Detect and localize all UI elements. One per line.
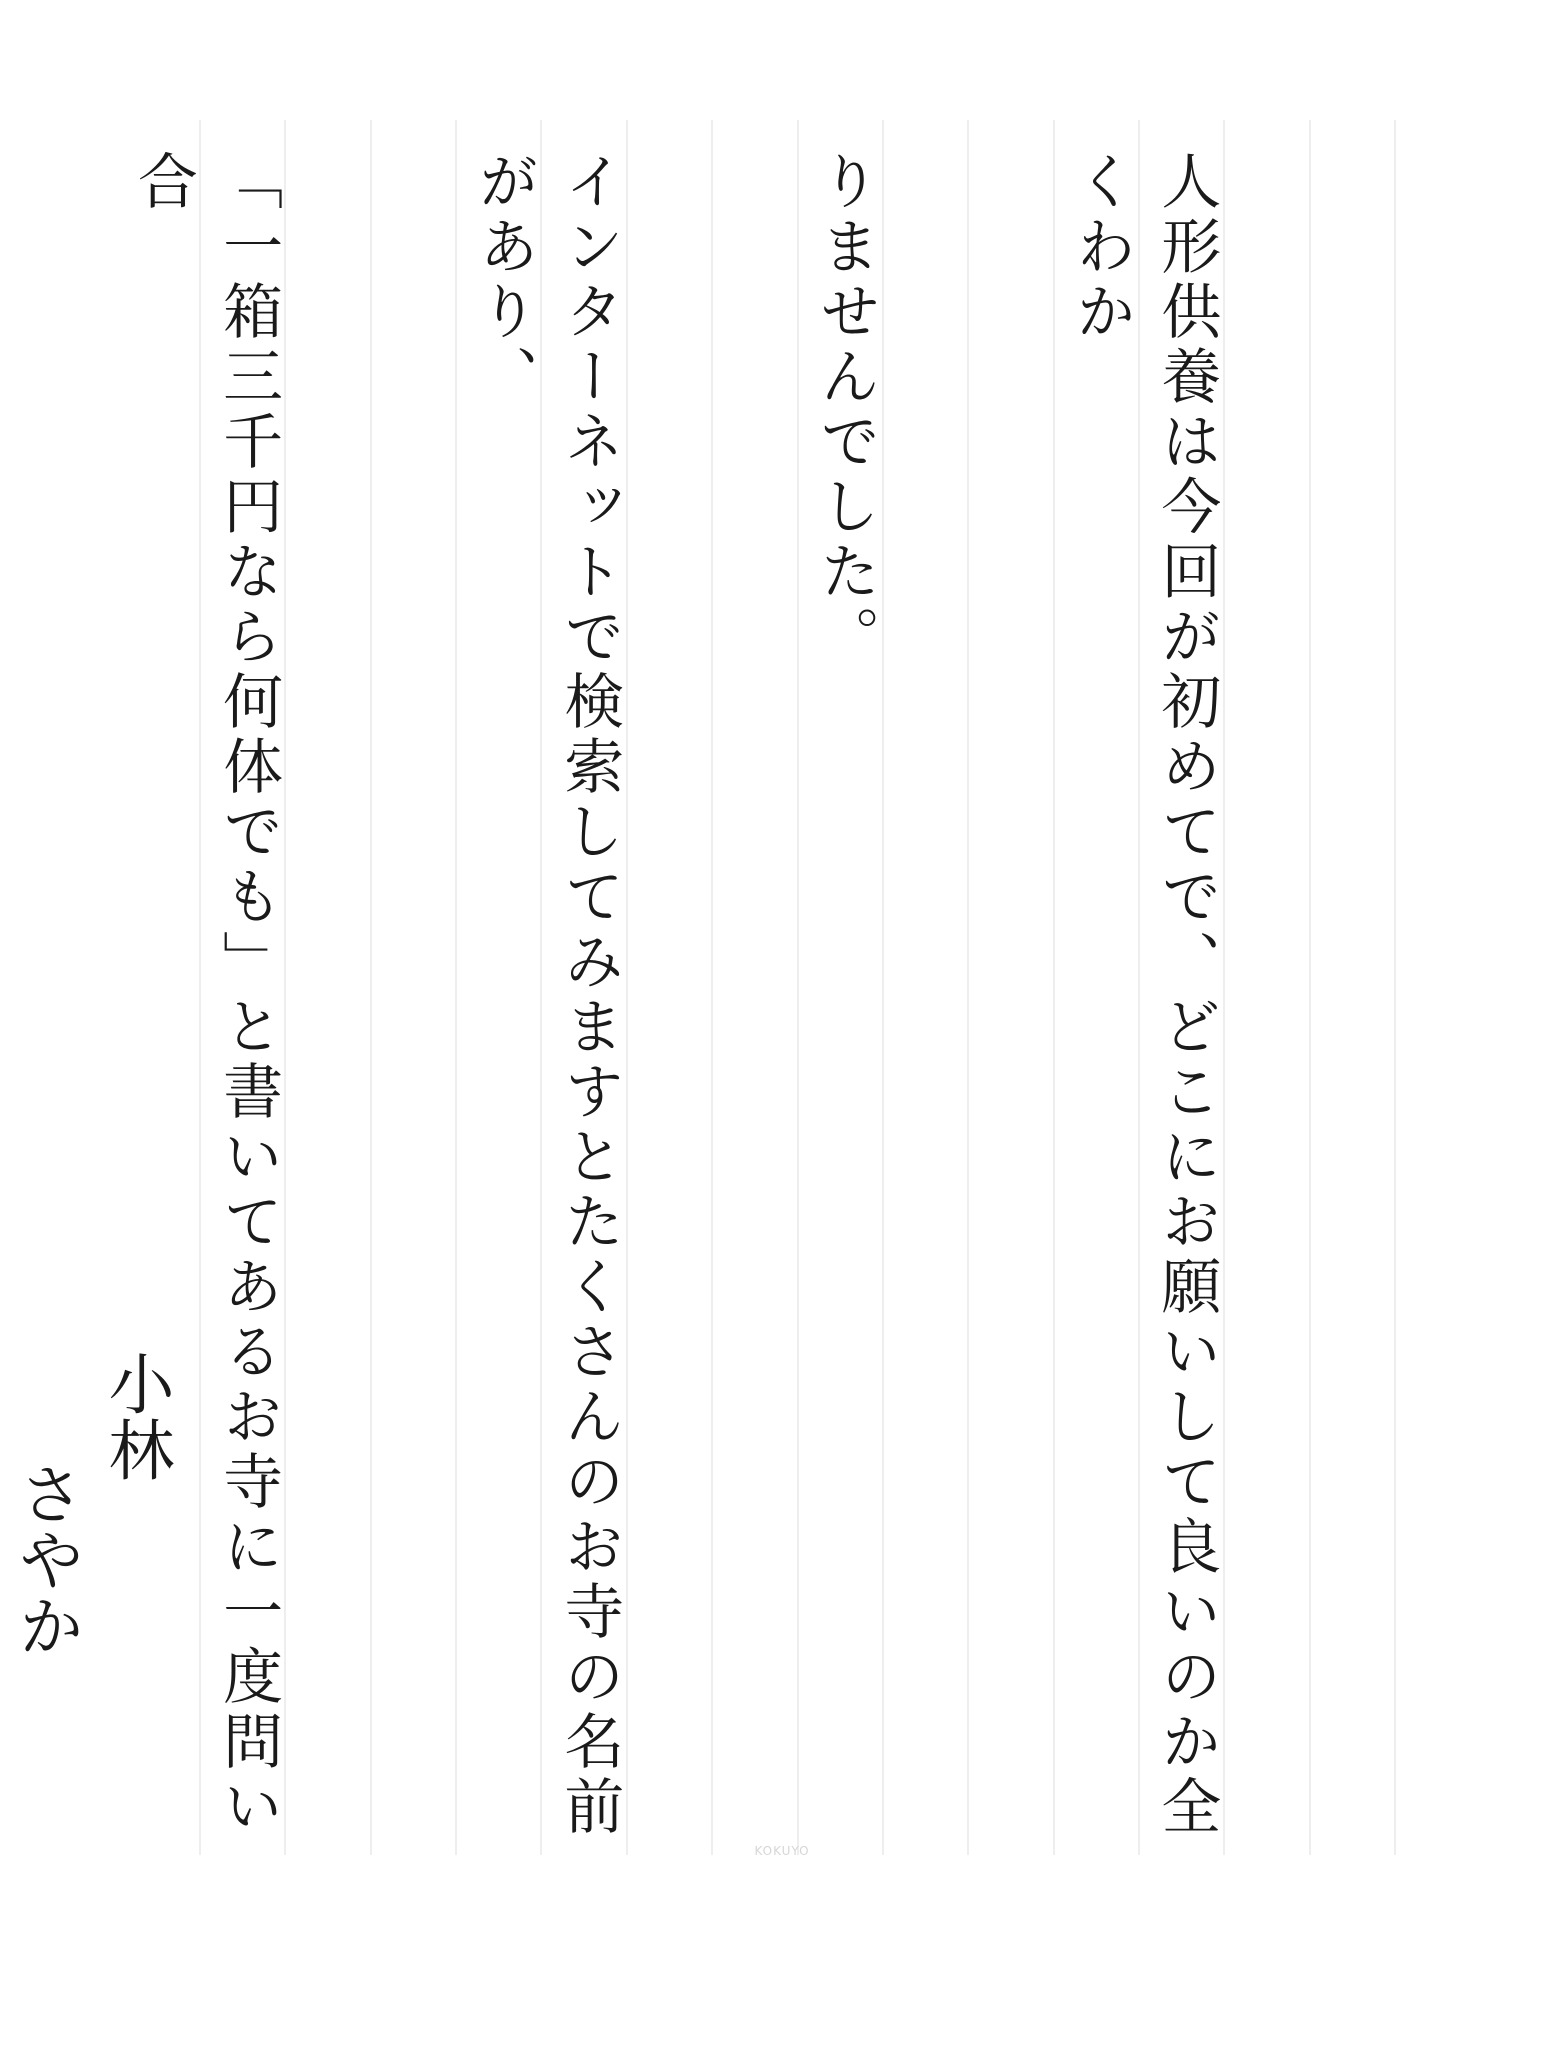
letter-body — [0, 150, 1399, 1850]
paper-brand-mark: KOKUYO — [754, 1844, 810, 1858]
letter-line: 人形供養は今回が初めてで、どこにお願いして良いのか全くわか — [1066, 150, 1222, 1840]
signature-given-name: さやか — [7, 1460, 84, 1658]
signature — [7, 1350, 180, 1800]
letter-line: インターネットで検索してみますとたくさんのお寺の名前があり、 — [469, 150, 625, 1840]
letter-line: 「一箱三千円なら何体でも」と書いてあるお寺に一度問い合 — [127, 150, 284, 1840]
letter-line: りませんでした。 — [810, 150, 881, 670]
signature-surname: 小林 — [97, 1350, 174, 1482]
